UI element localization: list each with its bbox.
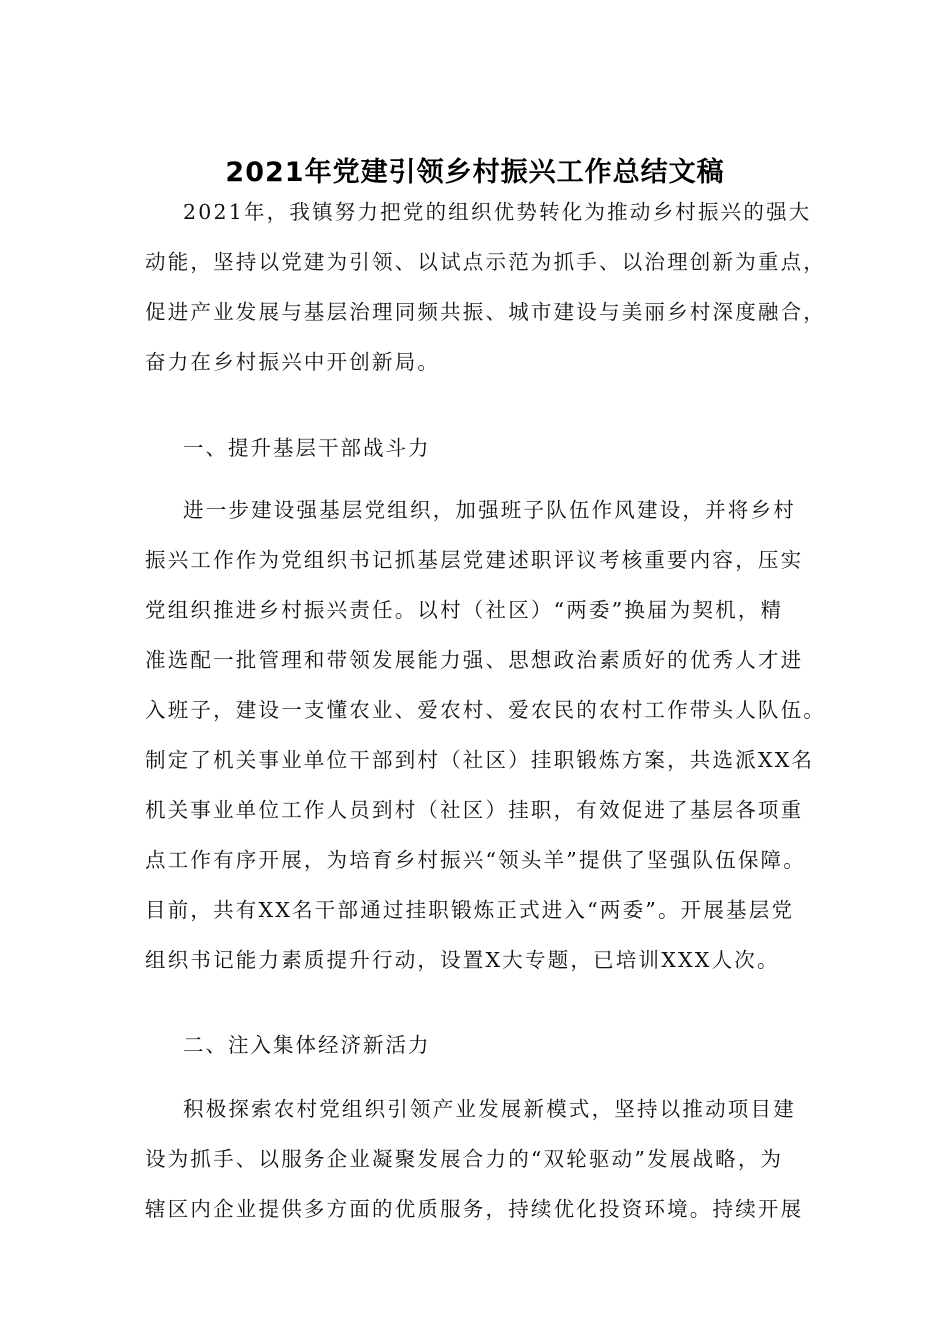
section-2-paragraph-line: 积极探索农村党组织引领产业发展新模式，坚持以推动项目建 [183, 1097, 796, 1121]
section-1-paragraph-line: 机关事业单位工作人员到村（社区）挂职，有效促进了基层各项重 [145, 798, 804, 822]
document-title: 2021年党建引领乡村振兴工作总结文稿 [225, 157, 725, 188]
section-1-paragraph-line: 党组织推进乡村振兴责任。以村（社区）“两委”换届为契机，精 [145, 598, 784, 622]
intro-paragraph-line: 2021年，我镇努力把党的组织优势转化为推动乡村振兴的强大 [183, 200, 812, 224]
intro-paragraph-line: 促进产业发展与基层治理同频共振、城市建设与美丽乡村深度融合， [145, 300, 826, 324]
intro-paragraph-line: 动能，坚持以党建为引领、以试点示范为抓手、以治理创新为重点， [145, 250, 826, 274]
section-1-paragraph-line: 准选配一批管理和带领发展能力强、思想政治素质好的优秀人才进 [145, 648, 804, 672]
section-1-paragraph-line: 入班子，建设一支懂农业、爱农村、爱农民的农村工作带头人队伍。 [145, 698, 826, 722]
section-2-paragraph-line: 设为抓手、以服务企业凝聚发展合力的“双轮驱动”发展战略，为 [145, 1147, 784, 1171]
section-1-paragraph-line: 目前，共有XX名干部通过挂职锻炼正式进入“两委”。开展基层党 [145, 898, 795, 922]
intro-paragraph-line: 奋力在乡村振兴中开创新局。 [145, 350, 441, 374]
section-1-paragraph-line: 制定了机关事业单位干部到村（社区）挂职锻炼方案，共选派XX名 [145, 748, 815, 772]
section-heading-2: 二、注入集体经济新活力 [183, 1033, 431, 1057]
section-1-paragraph-line: 振兴工作作为党组织书记抓基层党建述职评议考核重要内容，压实 [145, 548, 804, 572]
section-2-paragraph-line: 辖区内企业提供多方面的优质服务，持续优化投资环境。持续开展 [145, 1197, 804, 1221]
section-1-paragraph-line: 点工作有序开展，为培育乡村振兴“领头羊”提供了坚强队伍保障。 [145, 848, 806, 872]
section-heading-1: 一、提升基层干部战斗力 [183, 436, 431, 460]
section-1-paragraph-line: 进一步建设强基层党组织，加强班子队伍作风建设，并将乡村 [183, 498, 796, 522]
section-1-paragraph-line: 组织书记能力素质提升行动，设置X大专题，已培训XXX人次。 [145, 948, 780, 972]
